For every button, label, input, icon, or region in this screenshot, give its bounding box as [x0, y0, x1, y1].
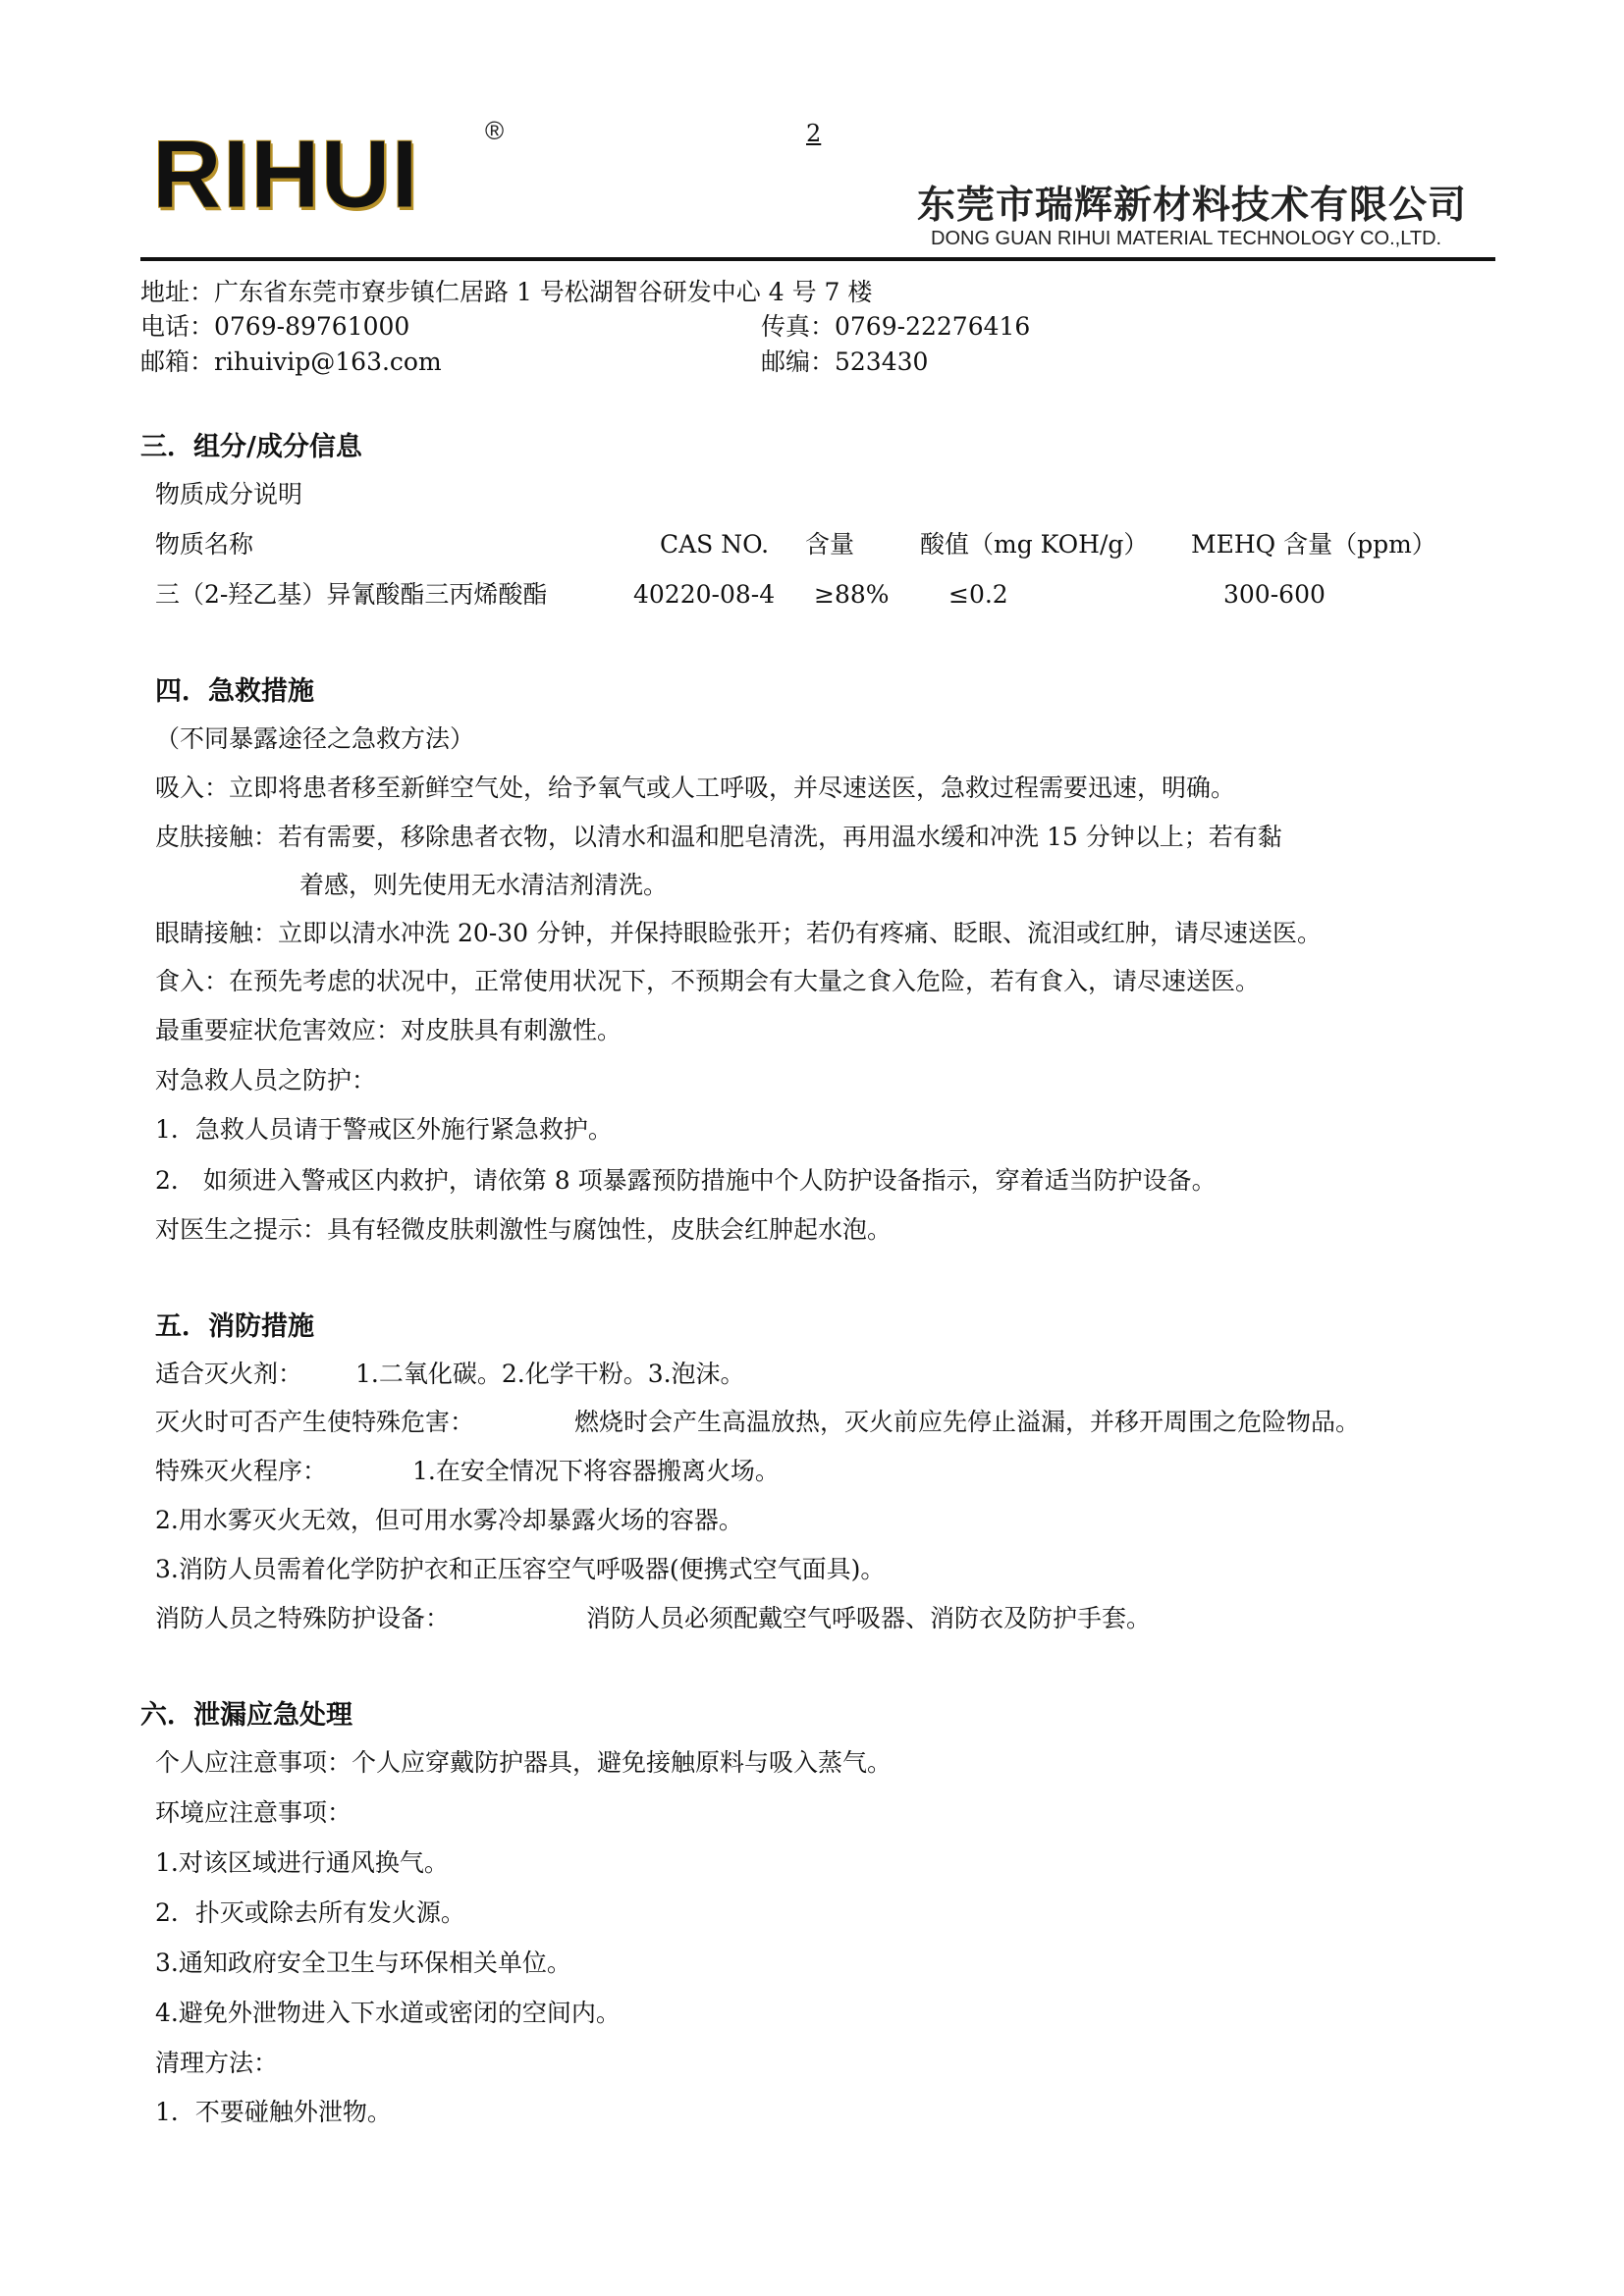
col-cas-no: CAS NO. — [660, 530, 770, 559]
col-acid-value: 酸值（mg KOH/g） — [920, 530, 1149, 559]
equipment-value: 消防人员必须配戴空气呼吸器、消防衣及防护手套。 — [586, 1604, 1152, 1632]
contact-postcode: 邮编：523430 — [761, 347, 929, 376]
first-aid-line: 最重要症状危害效应：对皮肤具有刺激性。 — [155, 1016, 623, 1044]
first-aid-line: 对急救人员之防护： — [155, 1066, 377, 1095]
leak-line: 4.避免外泄物进入下水道或密闭的空间内。 — [155, 1999, 621, 2027]
company-name-cn: 东莞市瑞辉新材料技术有限公司 — [917, 184, 1468, 228]
first-aid-line: 眼睛接触：立即以清水冲洗 20-30 分钟，并保持眼睑张开；若仍有疼痛、眨眼、流泪或红肿，请尽速送医。 — [155, 919, 1322, 947]
company-name-en: DONG GUAN RIHUI MATERIAL TECHNOLOGY CO.,LTD. — [931, 228, 1442, 249]
company-logo — [152, 120, 419, 228]
col-content: 含量 — [805, 530, 855, 559]
leak-line: 环境应注意事项： — [155, 1798, 352, 1827]
first-aid-line: 对医生之提示：具有轻微皮肤刺激性与腐蚀性，皮肤会红肿起水泡。 — [155, 1215, 893, 1244]
leak-line: 1.对该区域进行通风换气。 — [155, 1848, 449, 1877]
first-aid-line: 皮肤接触：若有需要，移除患者衣物，以清水和温和肥皂清洗，再用温水缓和冲洗 15 分钟以上；若有黏 — [155, 823, 1282, 851]
hazard-label: 灭火时可否产生使特殊危害： — [155, 1408, 475, 1436]
section-4-title: 四．急救措施 — [155, 676, 314, 707]
leak-line: 2．扑灭或除去所有发火源。 — [155, 1898, 465, 1927]
first-aid-line: 2． 如须进入警戒区内救护，请依第 8 项暴露预防措施中个人防护设备指示，穿着适当防护设备。 — [155, 1166, 1217, 1195]
cell-substance-name: 三（2-羟乙基）异氰酸酯三丙烯酸酯 — [155, 580, 548, 609]
composition-subtitle: 物质成分说明 — [155, 480, 303, 508]
section-3-title: 三．组分/成分信息 — [140, 432, 362, 462]
leak-line: 1．不要碰触外泄物。 — [155, 2098, 392, 2126]
leak-line: 清理方法： — [155, 2049, 279, 2077]
equipment-label: 消防人员之特殊防护设备： — [155, 1604, 451, 1632]
procedure-step: 2.用水雾灭火无效，但可用水雾冷却暴露火场的容器。 — [155, 1506, 743, 1534]
col-substance-name: 物质名称 — [155, 530, 254, 559]
first-aid-line: 1．急救人员请于警戒区外施行紧急救护。 — [155, 1115, 613, 1144]
procedure-label: 特殊灭火程序： — [155, 1457, 328, 1485]
col-mehq: MEHQ 含量（ppm） — [1191, 530, 1436, 559]
hazard-value: 燃烧时会产生高温放热，灭火前应先停止溢漏，并移开周围之危险物品。 — [574, 1408, 1361, 1436]
first-aid-line: 食入：在预先考虑的状况中，正常使用状况下，不预期会有大量之食入危险，若有食入，请尽速送医。 — [155, 967, 1261, 995]
procedure-value: 1.在安全情况下将容器搬离火场。 — [412, 1457, 780, 1485]
leak-line: 3.通知政府安全卫生与环保相关单位。 — [155, 1949, 571, 1977]
logo-text: RIHUI — [152, 120, 419, 228]
contact-phone: 电话：0769-89761000 — [140, 312, 410, 341]
first-aid-line: 着感，则先使用无水清洁剂清洗。 — [299, 871, 669, 899]
page-number: 2 — [806, 120, 822, 147]
cell-acid-value: ≤0.2 — [948, 580, 1008, 609]
header-divider — [140, 257, 1495, 261]
cell-cas-no: 40220-08-4 — [633, 580, 776, 609]
agents-label: 适合灭火剂： — [155, 1360, 303, 1388]
contact-address: 地址：广东省东莞市寮步镇仁居路 1 号松湖智谷研发中心 4 号 7 楼 — [140, 278, 873, 306]
first-aid-line: （不同暴露途径之急救方法） — [155, 724, 475, 753]
leak-line: 个人应注意事项：个人应穿戴防护器具，避免接触原料与吸入蒸气。 — [155, 1748, 893, 1777]
procedure-step: 3.消防人员需着化学防护衣和正压容空气呼吸器(便携式空气面具)。 — [155, 1555, 886, 1583]
registered-mark: ® — [485, 116, 505, 145]
agents-value: 1.二氧化碳。2.化学干粉。3.泡沫。 — [355, 1360, 745, 1388]
contact-fax: 传真：0769-22276416 — [761, 312, 1031, 341]
section-5-title: 五．消防措施 — [155, 1311, 314, 1342]
first-aid-line: 吸入：立即将患者移至新鲜空气处，给予氧气或人工呼吸，并尽速送医，急救过程需要迅速，明确。 — [155, 774, 1236, 802]
cell-mehq: 300-600 — [1223, 580, 1326, 609]
cell-content: ≥88% — [814, 580, 890, 609]
contact-email: 邮箱：rihuivip@163.com — [140, 347, 442, 376]
section-6-title: 六．泄漏应急处理 — [140, 1700, 352, 1731]
